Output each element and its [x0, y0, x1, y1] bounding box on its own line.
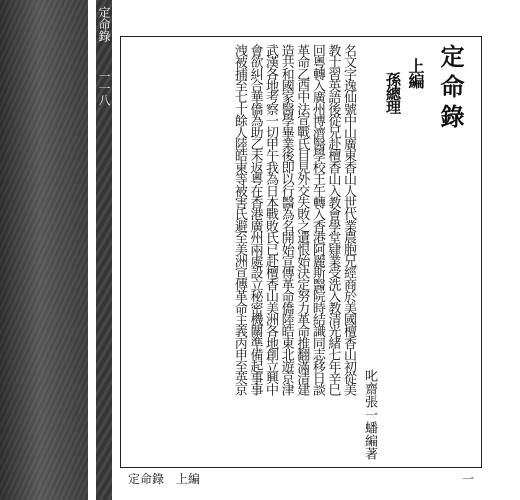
page-number: 一	[461, 472, 474, 486]
text-line: 回粵轉入廣州博濟醫學校王午轉入香港阿麗斯醫院時結識同志移日談	[309, 44, 325, 396]
book-title: 定命錄	[436, 44, 465, 134]
text-line: 武漢各地考察一切甲午我為日本戰敗氏已赴檀香山美洲各地創立興中	[263, 44, 279, 396]
spine-label: 定命錄	[97, 6, 111, 42]
text-line: 會欲糾合華僑為助乙未返粵在香港廣州兩處設立秘密機關準備起事事	[247, 44, 263, 396]
book-spine	[0, 0, 88, 500]
page-text	[128, 44, 474, 460]
running-footer: 定命錄 上編	[128, 472, 201, 486]
text-line: 名文字逸仙號中山廣東香山人世代業農胞兄經商於美國檀香山初從美	[341, 44, 356, 396]
text-line: 革命乙酉中法宣戰氏目見外交失敗之遺恨始決定努力革命推翻滿清建	[294, 44, 310, 396]
compiler-credit: 叱齋張一蟠編著	[362, 369, 377, 460]
part-heading: 上編	[406, 58, 425, 88]
spine-page-marker: 一一八	[97, 70, 111, 106]
text-line: 洩被捕至七十餘人陸皓東等被害氏避至美洲宣傳革命主義丙申至英京	[231, 44, 247, 396]
text-line: 造共和國家醫學畢業後即以行醫為名開始宣傳革命僑陸皓東北遊京津	[278, 44, 294, 396]
page-footer	[128, 470, 474, 487]
section-heading: 孫總理	[384, 72, 402, 114]
text-line: 教士習英語後從兄赴檀香山入教會學堂肄業受洗入教清光緒七年辛巳	[325, 44, 341, 396]
